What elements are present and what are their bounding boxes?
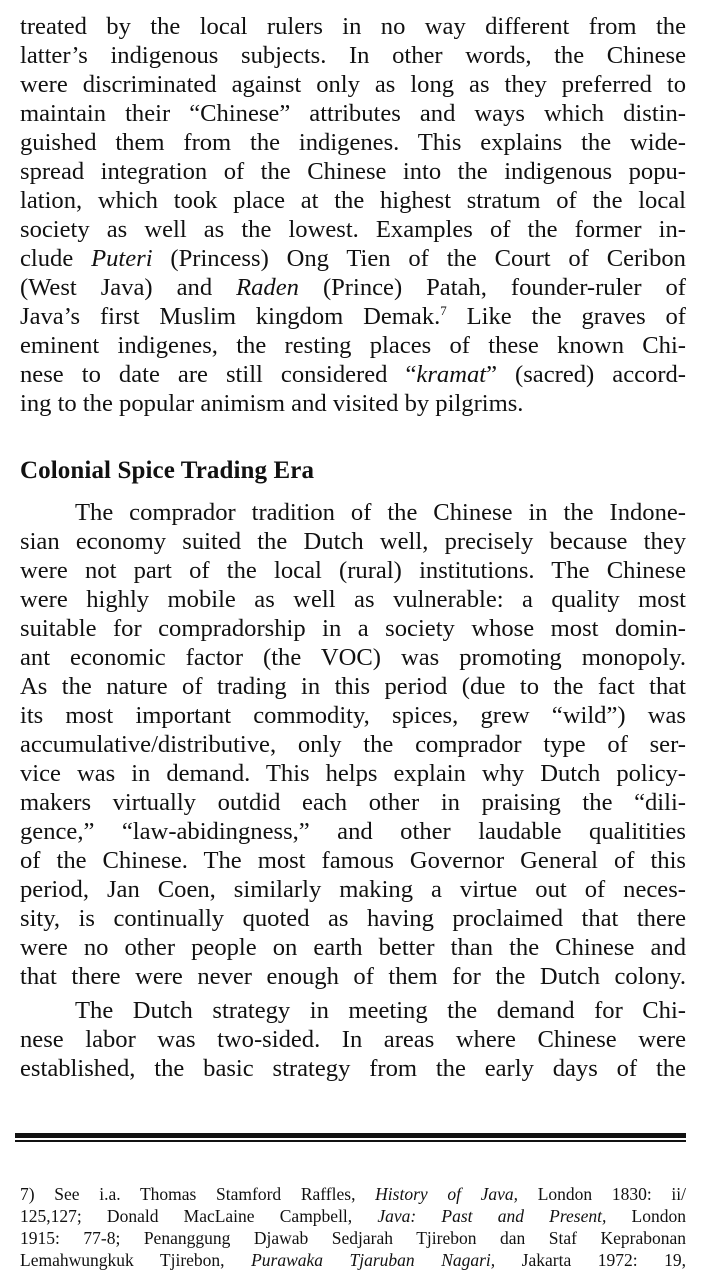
footnote-7: [20, 1183, 686, 1271]
footnote-line: [20, 1183, 686, 1205]
text-line: were not part of the local (rural) institutions. The Chinese: [20, 557, 686, 584]
paragraph-comprador: [20, 498, 686, 991]
text-run: Lemahwungkuk Tjirebon,: [20, 1250, 252, 1270]
text-line: period, Jan Coen, similarly making a virtue out of neces-: [20, 876, 686, 903]
text-run: Jakarta 1972: 19,: [495, 1250, 686, 1270]
text-line: ant economic factor (the VOC) was promoting monopoly.: [20, 644, 686, 671]
footnote-line: 1915: 77-8; Penanggung Djawab Sedjarah Tjirebon dan Staf Keprabonan: [20, 1228, 686, 1248]
text-run: (West Java) and: [20, 274, 237, 301]
text-line: established, the basic strategy from the early days of the: [20, 1055, 686, 1082]
text-run: London 1830: ii/: [518, 1184, 686, 1204]
text-line: ing to the popular animism and visited by pilgrims.: [20, 390, 524, 417]
text-line: were discriminated against only as long as they preferred to: [20, 71, 686, 98]
footnote-line: [20, 1249, 686, 1271]
text-run: ” (sacred) accord-: [486, 361, 686, 388]
text-line: society as well as the lowest. Examples of the former in-: [20, 216, 686, 243]
text-line: makers virtually outdid each other in praising the “dili-: [20, 789, 686, 816]
text-line: were no other people on earth better than the Chinese and: [20, 934, 686, 961]
text-line: The Dutch strategy in meeting the demand for Chi-: [75, 997, 686, 1024]
footnote-divider-thin: [15, 1140, 686, 1142]
text-run: 125,127; Donald MacLaine Campbell,: [20, 1206, 378, 1226]
text-run: Like the graves of: [446, 303, 686, 330]
italic-term-puteri: Puteri: [91, 245, 153, 272]
text-line: [20, 244, 686, 273]
text-line: eminent indigenes, the resting places of these known Chi-: [20, 332, 686, 359]
text-line: accumulative/distributive, only the comprador type of ser-: [20, 731, 686, 758]
footnote-line: [20, 1205, 686, 1227]
text-line: were highly mobile as well as vulnerable: a quality most: [20, 586, 686, 613]
text-line: its most important commodity, spices, grew “wild”) was: [20, 702, 686, 729]
footnote-divider: [15, 1133, 686, 1138]
text-line: treated by the local rulers in no way different from the: [20, 13, 686, 40]
text-line: [20, 360, 686, 389]
text-line: guished them from the indigenes. This explains the wide-: [20, 129, 686, 156]
text-line: vice was in demand. This helps explain why Dutch policy-: [20, 760, 686, 787]
text-line: maintain their “Chinese” attributes and ways which distin-: [20, 100, 686, 127]
footnote-reference: 7: [440, 302, 447, 318]
italic-title: History of Java,: [375, 1184, 519, 1204]
text-line: sity, is continually quoted as having proclaimed that there: [20, 905, 686, 932]
text-line: latter’s indigenous subjects. In other words, the Chinese: [20, 42, 686, 69]
text-run: 7) See i.a. Thomas Stamford Raffles,: [20, 1184, 376, 1204]
paragraph-dutch-strategy: [20, 996, 686, 1083]
text-line: of the Chinese. The most famous Governor General of this: [20, 847, 686, 874]
text-line: lation, which took place at the highest stratum of the local: [20, 187, 686, 214]
text-run: (Princess) Ong Tien of the Court of Ceribon: [152, 245, 686, 272]
paragraph-integration: [20, 12, 686, 418]
text-line: As the nature of trading in this period (due to the fact that: [20, 673, 686, 700]
text-run: London: [606, 1206, 686, 1226]
text-line: nese labor was two-sided. In areas where Chinese were: [20, 1026, 686, 1053]
text-line: sian economy suited the Dutch well, precisely because they: [20, 528, 686, 555]
italic-term-raden: Raden: [236, 274, 299, 301]
text-run: (Prince) Patah, founder-ruler of: [298, 274, 686, 301]
text-run: Java’s first Muslim kingdom Demak.: [20, 303, 441, 330]
section-heading: Colonial Spice Trading Era: [20, 457, 315, 484]
text-line: that there were never enough of them for the Dutch colony.: [20, 963, 686, 990]
text-line: The comprador tradition of the Chinese in the Indone-: [75, 499, 686, 526]
italic-title: Purawaka Tjaruban Nagari,: [251, 1250, 496, 1270]
text-run: clude: [20, 245, 92, 272]
text-line: [20, 273, 686, 302]
text-run: nese to date are still considered “: [20, 361, 417, 388]
italic-title: Java: Past and Present,: [377, 1206, 607, 1226]
text-line: spread integration of the Chinese into the indigenous popu-: [20, 158, 686, 185]
text-line: [20, 302, 686, 331]
text-line: gence,” “law-abidingness,” and other laudable qualitities: [20, 818, 686, 845]
italic-term-kramat: kramat: [416, 361, 487, 388]
text-line: suitable for compradorship in a society whose most domin-: [20, 615, 686, 642]
